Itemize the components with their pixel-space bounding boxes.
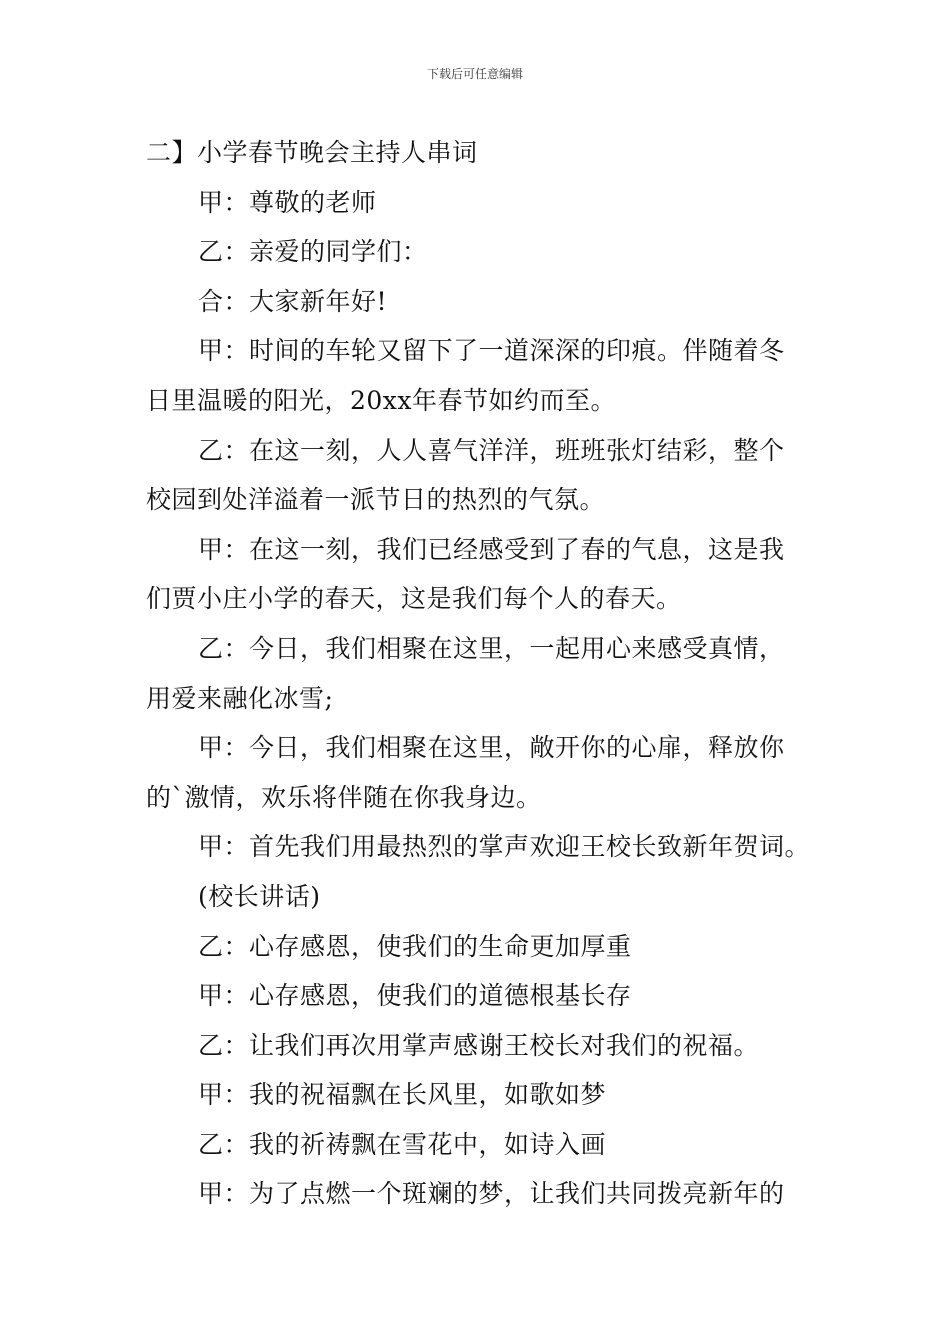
paragraph-line: 用爱来融化冰雪; [146, 683, 334, 713]
paragraph-line: 乙：今日，我们相聚在这里，一起用心来感受真情， [198, 633, 785, 663]
paragraph-line: 乙：心存感恩，使我们的生命更加厚重 [198, 931, 632, 961]
paragraph-line: 甲：心存感恩，使我们的道德根基长存 [198, 981, 632, 1011]
paragraph-line: (校长讲话) [198, 881, 321, 911]
paragraph-line: 甲：为了点燃一个斑斓的梦，让我们共同拨亮新年的 [198, 1179, 785, 1209]
paragraph-line: 甲：我的祝福飘在长风里，如歌如梦 [198, 1080, 607, 1110]
paragraph-line: 乙：让我们再次用掌声感谢王校长对我们的祝福。 [198, 1030, 760, 1060]
paragraph-line: 甲：尊敬的老师 [198, 187, 377, 217]
paragraph-line: 校园到处洋溢着一派节日的热烈的气氛。 [146, 485, 606, 515]
paragraph-line: 甲：今日，我们相聚在这里，敞开你的心扉，释放你 [198, 733, 785, 763]
paragraph-line: 乙：在这一刻，人人喜气洋洋，班班张灯结彩，整个 [198, 435, 785, 465]
paragraph-line: 甲：时间的车轮又留下了一道深深的印痕。伴随着冬 [198, 336, 785, 366]
paragraph-line: 乙：亲爱的同学们： [198, 237, 428, 267]
paragraph-line: 的`激情，欢乐将伴随在你我身边。 [146, 782, 542, 812]
paragraph-line: 们贾小庄小学的春天，这是我们每个人的春天。 [146, 584, 682, 614]
paragraph-line: 乙：我的祈祷飘在雪花中，如诗入画 [198, 1129, 607, 1159]
paragraph-line: 甲：首先我们用最热烈的掌声欢迎王校长致新年贺词。 [198, 832, 811, 862]
document-title: 二】小学春节晚会主持人串词 [146, 138, 478, 167]
page-header-note: 下载后可任意编辑 [426, 67, 523, 81]
paragraph-line: 日里温暖的阳光，20xx年春节如约而至。 [146, 385, 617, 415]
paragraph-line: 合：大家新年好! [198, 286, 388, 316]
paragraph-line: 甲：在这一刻，我们已经感受到了春的气息，这是我 [198, 534, 785, 564]
document-body [146, 128, 810, 1219]
